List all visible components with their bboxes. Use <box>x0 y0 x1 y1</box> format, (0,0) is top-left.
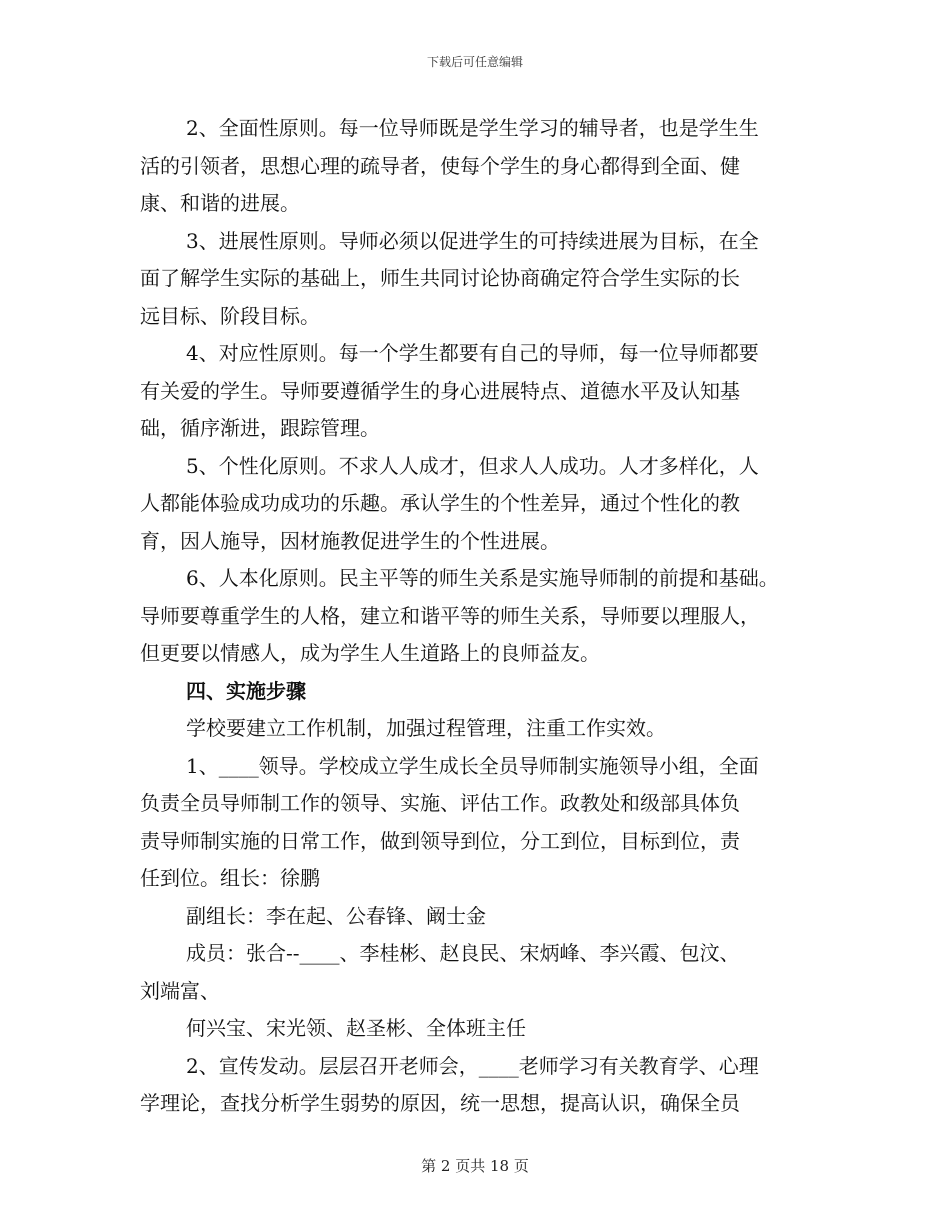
text-line: 何兴宝、宋光领、赵圣彬、全体班主任 <box>186 1016 526 1040</box>
paragraph-principle-5 <box>140 448 820 561</box>
page-header: 下载后可任意编辑 <box>426 55 523 69</box>
paragraph-principle-3 <box>140 223 820 336</box>
document-body <box>140 110 820 1123</box>
text-line: 人都能体验成功成功的乐趣。承认学生的个性差异，通过个性化的教 <box>140 491 740 515</box>
paragraph-members-continued <box>140 1010 820 1048</box>
text-line: 6、人本化原则。民主平等的师生关系是实施导师制的前提和基础。 <box>186 566 779 590</box>
section-heading <box>140 673 820 711</box>
text-line: 刘端富、 <box>140 978 220 1003</box>
text-line: 有关爱的学生。导师要遵循学生的身心进展特点、道德水平及认知基 <box>140 378 740 403</box>
paragraph-step-1 <box>140 748 820 898</box>
page-footer: 第 2 页共 18 页 <box>421 1157 529 1175</box>
text-line: 导师要尊重学生的人格，建立和谐平等的师生关系，导师要以理服人， <box>140 603 760 628</box>
paragraph-vice-leaders <box>140 898 820 936</box>
text-line: 康、和谐的进展。 <box>140 191 300 215</box>
text-line: 责导师制实施的日常工作，做到领导到位，分工到位，目标到位，责 <box>140 828 740 853</box>
paragraph-principle-4 <box>140 335 820 448</box>
text-line: 学理论，查找分析学生弱势的原因，统一思想，提高认识，确保全员 <box>140 1091 740 1115</box>
paragraph-intro <box>140 710 820 748</box>
text-line: 4、对应性原则。每一个学生都要有自己的导师，每一位导师都要 <box>186 341 759 365</box>
text-line: 副组长：李在起、公春锋、阚士金 <box>186 903 486 928</box>
paragraph-step-2 <box>140 1048 820 1123</box>
text-line: 负责全员导师制工作的领导、实施、评估工作。政教处和级部具体负 <box>140 791 740 815</box>
text-line: 2、全面性原则。每一位导师既是学生学习的辅导者，也是学生生 <box>186 116 759 140</box>
text-line: 任到位。组长：徐鹏 <box>140 866 320 890</box>
paragraph-principle-6 <box>140 560 820 673</box>
text-line: 成员：张合--____、李桂彬、赵良民、宋炳峰、李兴霞、包汶、 <box>186 941 740 965</box>
text-line: 学校要建立工作机制，加强过程管理，注重工作实效。 <box>186 716 666 740</box>
paragraph-members <box>140 935 820 1010</box>
section-heading-text: 四、实施步骤 <box>186 678 306 703</box>
text-line: 础，循序渐进，跟踪管理。 <box>140 416 380 440</box>
text-line: 5、个性化原则。不求人人成才，但求人人成功。人才多样化，人 <box>186 453 759 478</box>
text-line: 远目标、阶段目标。 <box>140 303 320 328</box>
text-line: 1、____领导。学校成立学生成长全员导师制实施领导小组，全面 <box>186 753 759 778</box>
text-line: 但更要以情感人，成为学生人生道路上的良师益友。 <box>140 641 600 665</box>
text-line: 3、进展性原则。导师必须以促进学生的可持续进展为目标，在全 <box>186 228 759 253</box>
paragraph-principle-2 <box>140 110 820 223</box>
text-line: 面了解学生实际的基础上，师生共同讨论协商确定符合学生实际的长 <box>140 266 740 290</box>
text-line: 2、宣传发动。层层召开老师会，____老师学习有关教育学、心理 <box>186 1053 759 1078</box>
text-line: 育，因人施导，因材施教促进学生的个性进展。 <box>140 528 560 553</box>
text-line: 活的引领者，思想心理的疏导者，使每个学生的身心都得到全面、健 <box>140 153 740 178</box>
